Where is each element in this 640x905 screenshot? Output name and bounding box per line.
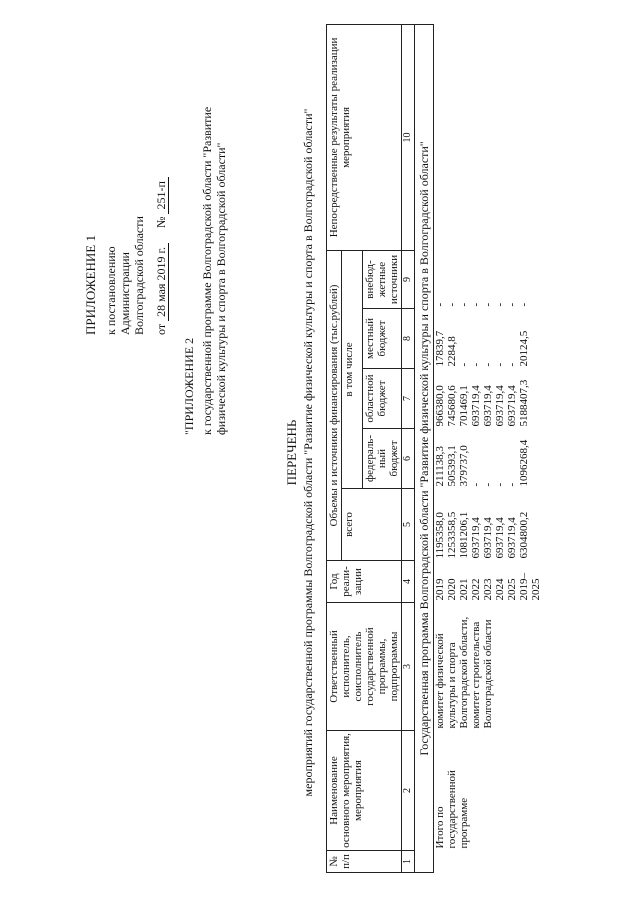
col-header-name: Наименование основного мероприятия, мероприятия: [327, 731, 402, 851]
local-value-5: -: [494, 362, 506, 367]
years-value-4: 2023: [482, 578, 494, 601]
regional-value-3: 693719,4: [470, 385, 482, 427]
regional-value-5: 693719,4: [494, 385, 506, 427]
total-value-0: 1195358,0: [434, 512, 446, 559]
offbudget-value-5: -: [494, 302, 506, 307]
offbudget-value-1: -: [446, 302, 458, 307]
total-value-4: 693719,4: [482, 517, 494, 559]
years-value-0: 2019: [434, 578, 446, 601]
local-value-1: 2284,8: [446, 336, 458, 367]
regional-value-6: 693719,4: [506, 385, 518, 427]
col-header-num: № п/п: [327, 851, 402, 873]
row-executor: комитет физической культуры и спорта Волгоградской области, комитет строительства Волгоградской области: [434, 616, 494, 729]
years-value-1: 2020: [446, 578, 458, 601]
regional-value-4: 693719,4: [482, 385, 494, 427]
offbudget-value-7: -: [518, 302, 530, 307]
offbudget-value-4: -: [482, 302, 494, 307]
local-value-7: 20124,5: [518, 330, 530, 367]
federal-value-5: -: [494, 482, 506, 487]
row-regional: [434, 369, 531, 429]
local-value-2: -: [458, 362, 470, 367]
row-total: [434, 489, 531, 561]
attachment-line-3: Волгоградской области: [132, 216, 146, 335]
decree-date-line: от 28 мая 2019 г. № 251-п: [154, 177, 169, 335]
document-subheading: мероприятий государственной программы Волгоградской области "Развитие физической культуры и спорта в Волгоградской области": [301, 108, 315, 797]
regional-value-0: 966380,0: [434, 385, 446, 427]
col-header-year: Год реали- зации: [327, 561, 402, 603]
col-header-local: местный бюджет: [363, 309, 402, 369]
attachment-line-1: к постановлению: [104, 246, 118, 335]
total-value-2: 1081206,1: [458, 511, 470, 559]
local-value-3: -: [470, 362, 482, 367]
measures-table: [326, 24, 542, 873]
regional-value-7: 5188407,3: [518, 379, 530, 427]
federal-value-1: 505393,1: [446, 445, 458, 487]
appendix-2-subtitle: к государственной программе Волгоградской области "Развитие физической культуры и спорта в Волгоградской области": [200, 106, 228, 435]
attachment-line-2: Администрации: [118, 252, 132, 335]
total-value-1: 1253358,5: [446, 511, 458, 559]
total-value-7: 6304800,2: [518, 511, 530, 559]
row-years: [434, 561, 542, 603]
federal-value-0: 211138,3: [434, 446, 446, 487]
col-header-results: Непосредственные результаты реализации мероприятия: [327, 24, 402, 250]
federal-value-4: -: [482, 482, 494, 487]
years-value-7: 2019–2025: [518, 573, 542, 601]
total-value-3: 693719,4: [470, 517, 482, 559]
decree-date: 28 мая 2019 г.: [154, 243, 169, 321]
years-value-5: 2024: [494, 578, 506, 601]
total-value-5: 693719,4: [494, 517, 506, 559]
table-row: [434, 24, 531, 872]
appendix-2-label: "ПРИЛОЖЕНИЕ 2: [182, 337, 196, 435]
years-value-6: 2025: [506, 578, 518, 601]
total-value-6: 693719,4: [506, 517, 518, 559]
offbudget-value-2: -: [458, 302, 470, 307]
document-heading: ПЕРЕЧЕНЬ: [284, 419, 299, 486]
federal-value-3: -: [470, 482, 482, 487]
offbudget-value-3: -: [470, 302, 482, 307]
row-local: [434, 309, 531, 369]
col-header-federal: федераль- ный бюджет: [363, 429, 402, 489]
decree-number: 251-п: [154, 177, 169, 213]
federal-value-7: 1096268,4: [518, 439, 530, 487]
program-title-row: [415, 24, 434, 872]
col-header-executor: Ответственный исполнитель, соисполнитель государственной программы, подпрограммы: [327, 603, 402, 731]
regional-value-1: 745680,6: [446, 385, 458, 427]
col-header-offbudget: внебюд- жетные источники: [363, 250, 402, 308]
program-title: Государственная программа Волгоградской области "Развитие физической культуры и спорта в Волгоградской области": [415, 24, 434, 872]
local-value-0: 17839,7: [434, 330, 446, 367]
attachment-title: ПРИЛОЖЕНИЕ 1: [83, 235, 98, 335]
row-offbudget: [434, 250, 531, 308]
regional-value-2: 701469,1: [458, 385, 470, 427]
offbudget-value-6: -: [506, 302, 518, 307]
col-header-regional: областной бюджет: [363, 369, 402, 429]
attachment-header: [84, 177, 169, 335]
local-value-6: -: [506, 362, 518, 367]
local-value-4: -: [482, 362, 494, 367]
offbudget-value-0: -: [434, 302, 446, 307]
column-number-row: 1 2 3 4 5 6 7 8 9 10: [402, 24, 415, 872]
row-federal: [434, 429, 531, 489]
federal-value-2: 379737,0: [458, 445, 470, 487]
col-header-funding: Объемы и источники финансирования (тыс.рублей): [327, 250, 342, 560]
years-value-2: 2021: [458, 578, 470, 601]
federal-value-6: -: [506, 482, 518, 487]
col-header-including: в том числе: [342, 250, 363, 488]
years-value-3: 2022: [470, 578, 482, 601]
col-header-total: всего: [342, 489, 402, 561]
row-label: Итого по государственной программе: [434, 770, 470, 849]
